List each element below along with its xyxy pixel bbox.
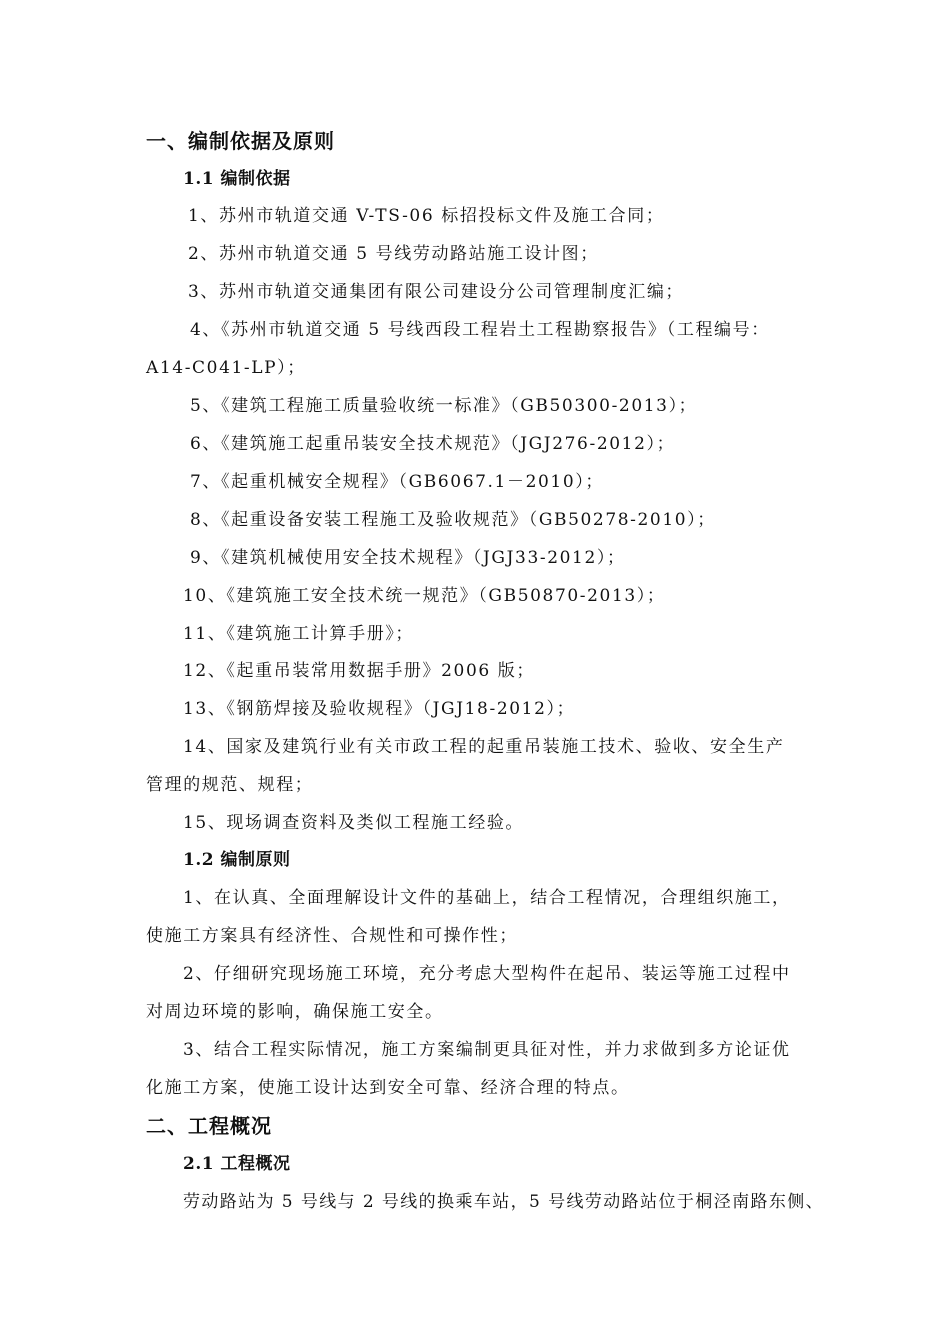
basis-item-13: 13、《钢筋焊接及验收规程》（JGJ18-2012）； [183, 699, 576, 719]
basis-item-4-cont: A14-C041-LP）； [146, 358, 306, 378]
subsection-1-1-heading: 1.1 编制依据 [183, 169, 291, 189]
basis-item-8: 8、《起重设备安装工程施工及验收规范》（GB50278-2010）； [190, 510, 716, 530]
basis-item-9: 9、《建筑机械使用安全技术规程》（JGJ33-2012）； [190, 548, 626, 568]
subsection-1-2-heading: 1.2 编制原则 [183, 850, 291, 870]
basis-item-14: 14、国家及建筑行业有关市政工程的起重吊装施工技术、验收、安全生产 [183, 737, 785, 757]
basis-item-1: 1、苏州市轨道交通 V-TS-06 标招投标文件及施工合同； [188, 206, 665, 226]
principle-3: 3、结合工程实际情况，施工方案编制更具征对性，并力求做到多方论证优 [183, 1040, 791, 1060]
basis-item-15: 15、现场调查资料及类似工程施工经验。 [183, 813, 525, 833]
principle-1-cont: 使施工方案具有经济性、合规性和可操作性； [146, 926, 518, 946]
basis-item-7: 7、《起重机械安全规程》（GB6067.1－2010）； [190, 472, 604, 492]
principle-1: 1、在认真、全面理解设计文件的基础上，结合工程情况，合理组织施工， [183, 888, 791, 908]
basis-item-2: 2、苏州市轨道交通 5 号线劳动路站施工设计图； [188, 244, 599, 264]
basis-item-6: 6、《建筑施工起重吊装安全技术规范》（JGJ276-2012）； [190, 434, 676, 454]
basis-item-11: 11、《建筑施工计算手册》； [183, 624, 415, 644]
principle-3-cont: 化施工方案，使施工设计达到安全可靠、经济合理的特点。 [146, 1078, 630, 1098]
basis-item-5: 5、《建筑工程施工质量验收统一标准》（GB50300-2013）； [190, 396, 698, 416]
basis-item-14-cont: 管理的规范、规程； [146, 775, 314, 795]
basis-item-12: 12、《起重吊装常用数据手册》2006 版； [183, 661, 535, 681]
basis-item-10: 10、《建筑施工安全技术统一规范》（GB50870-2013）； [183, 586, 666, 606]
section-2-heading: 二、工程概况 [146, 1114, 272, 1138]
basis-item-3: 3、苏州市轨道交通集团有限公司建设分公司管理制度汇编； [188, 282, 685, 302]
subsection-2-1-heading: 2.1 工程概况 [183, 1154, 291, 1174]
basis-item-4: 4、《苏州市轨道交通 5 号线西段工程岩土工程勘察报告》（工程编号： [190, 320, 770, 340]
principle-2-cont: 对周边环境的影响，确保施工安全。 [146, 1002, 444, 1022]
principle-2: 2、仔细研究现场施工环境，充分考虑大型构件在起吊、装运等施工过程中 [183, 964, 791, 984]
overview-paragraph: 劳动路站为 5 号线与 2 号线的换乘车站，5 号线劳动路站位于桐泾南路东侧、 [183, 1192, 825, 1212]
section-1-heading: 一、编制依据及原则 [146, 129, 335, 153]
